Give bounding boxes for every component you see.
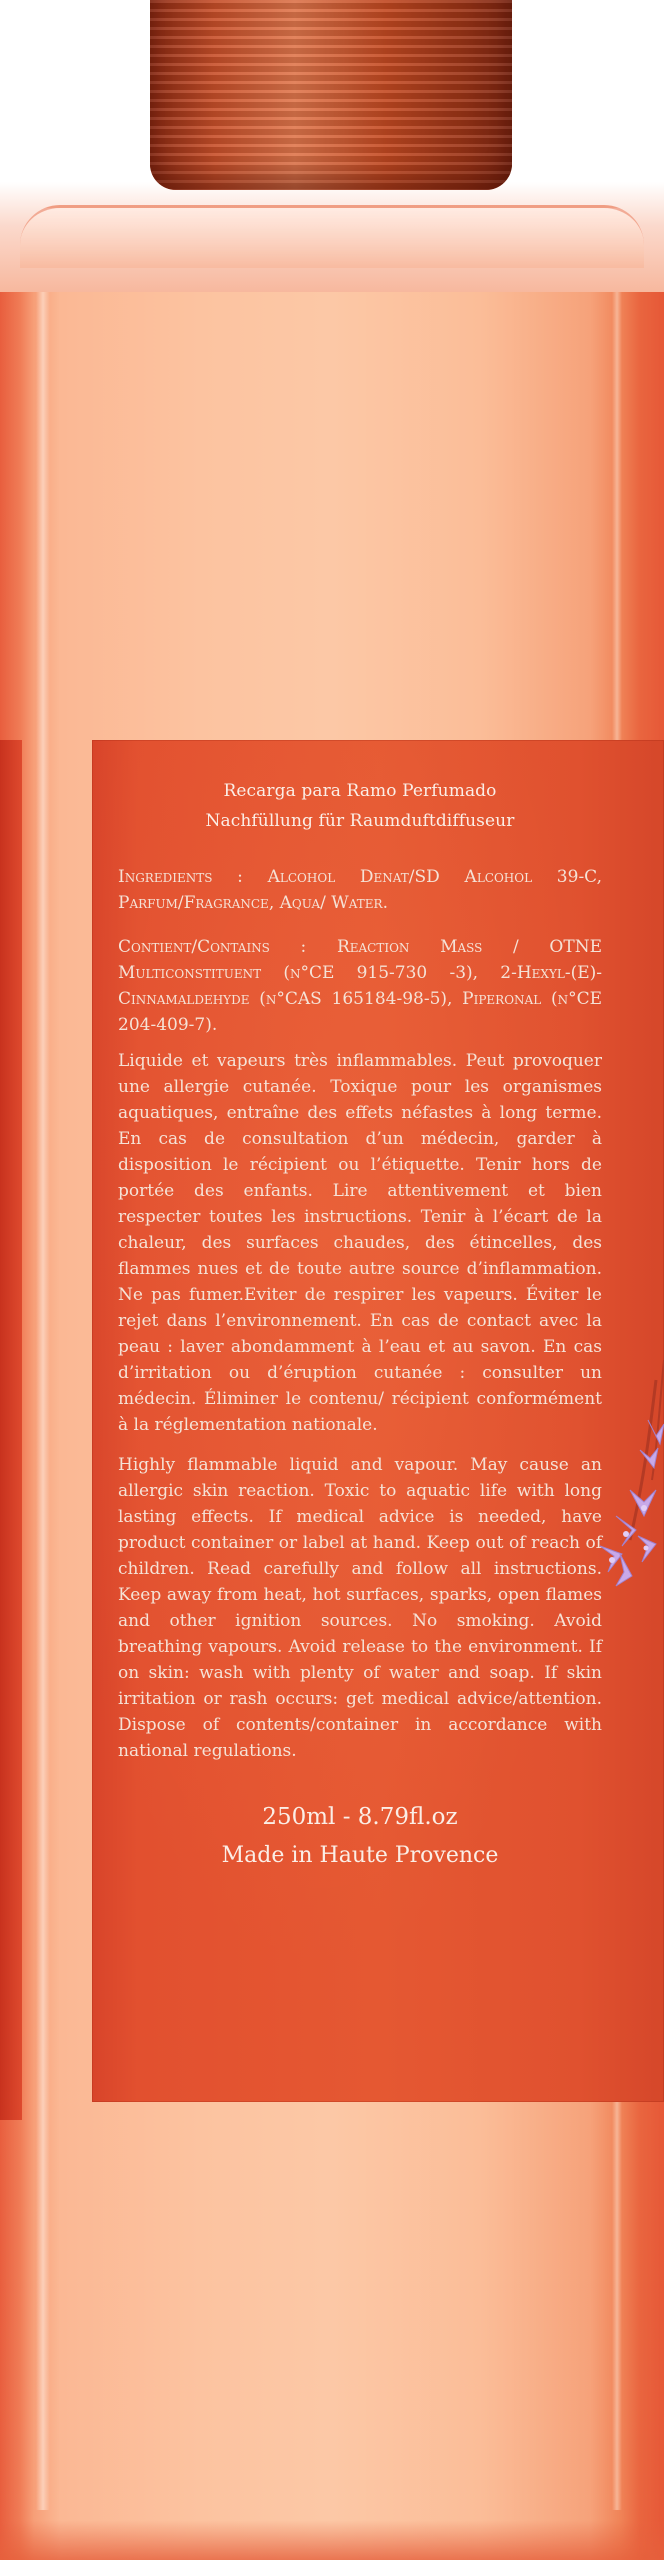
bottle-cap [150,0,512,190]
label-text-block [118,776,602,1876]
rear-label-edge [0,740,22,2120]
origin-text: Made in Haute Provence [221,1843,499,1868]
label-title-german: Nachfüllung für Raumduftdiffuseur [205,811,515,831]
warning-english-text: Highly flammable liquid and vapour. May cause an allergic skin reaction. Toxic to aquatic life with long lasting effects. If medical advice is needed, have product container or label at hand. Keep out of reach of children. Read carefully and follow all instructions. Keep away from heat, hot surfaces, sparks, open flames and other ignition sources. No smoking. Avoid breathing vapours. Avoid release to the environment. If on skin: wash with plenty of water and soap. If skin irritation or rash occurs: get medical advice/attention. Dispose of contents/container in accordance with national regulations. [118,1455,602,1761]
warning-french-text: Liquide et vapeurs très inflammables. Peut provoquer une allergie cutanée. Toxique pour les organismes aquatiques, entraîne des effets néfastes à long terme. En cas de consultation d’un médecin, garder à disposition le récipient ou l’étiquette. Tenir hors de portée des enfants. Lire attentivement et bien respecter toutes les instructions. Tenir à l’écart de la chaleur, des surfaces chaudes, des étincelles, des flammes nues et de toute autre source d’inflammation. Ne pas fumer.Eviter de respirer les vapeurs. Éviter le rejet dans l’environnement. En cas de contact avec la peau : laver abondamment à l’eau et au savon. En cas d’irritation ou d’éruption cutanée : consulter un médecin. Éliminer le contenu/ récipient conformément à la réglementation nationale. [118,1051,602,1435]
volume-text: 250ml - 8.79fl.oz [262,1804,458,1830]
ingredients-text: Ingredients : Alcohol Denat/SD Alcohol 39-C, Parfum/Fragrance, Aqua/ Water. [118,867,602,913]
contains-text: Contient/Contains : Reaction Mass / OTNE Multiconstituent (n°CE 915-730 -3), 2-Hexyl-(E)-Cinnamaldehyde (n°CAS 165184-98-5), Piperonal (n°CE 204-409-7). [118,937,602,1035]
lavender-flower-icon [560,1340,664,1600]
bottle-shoulder-glass [20,205,644,268]
label-title-spanish: Recarga para Ramo Perfumado [223,781,497,801]
bottle-base [0,2520,664,2560]
glass-highlight-left [36,280,50,2510]
